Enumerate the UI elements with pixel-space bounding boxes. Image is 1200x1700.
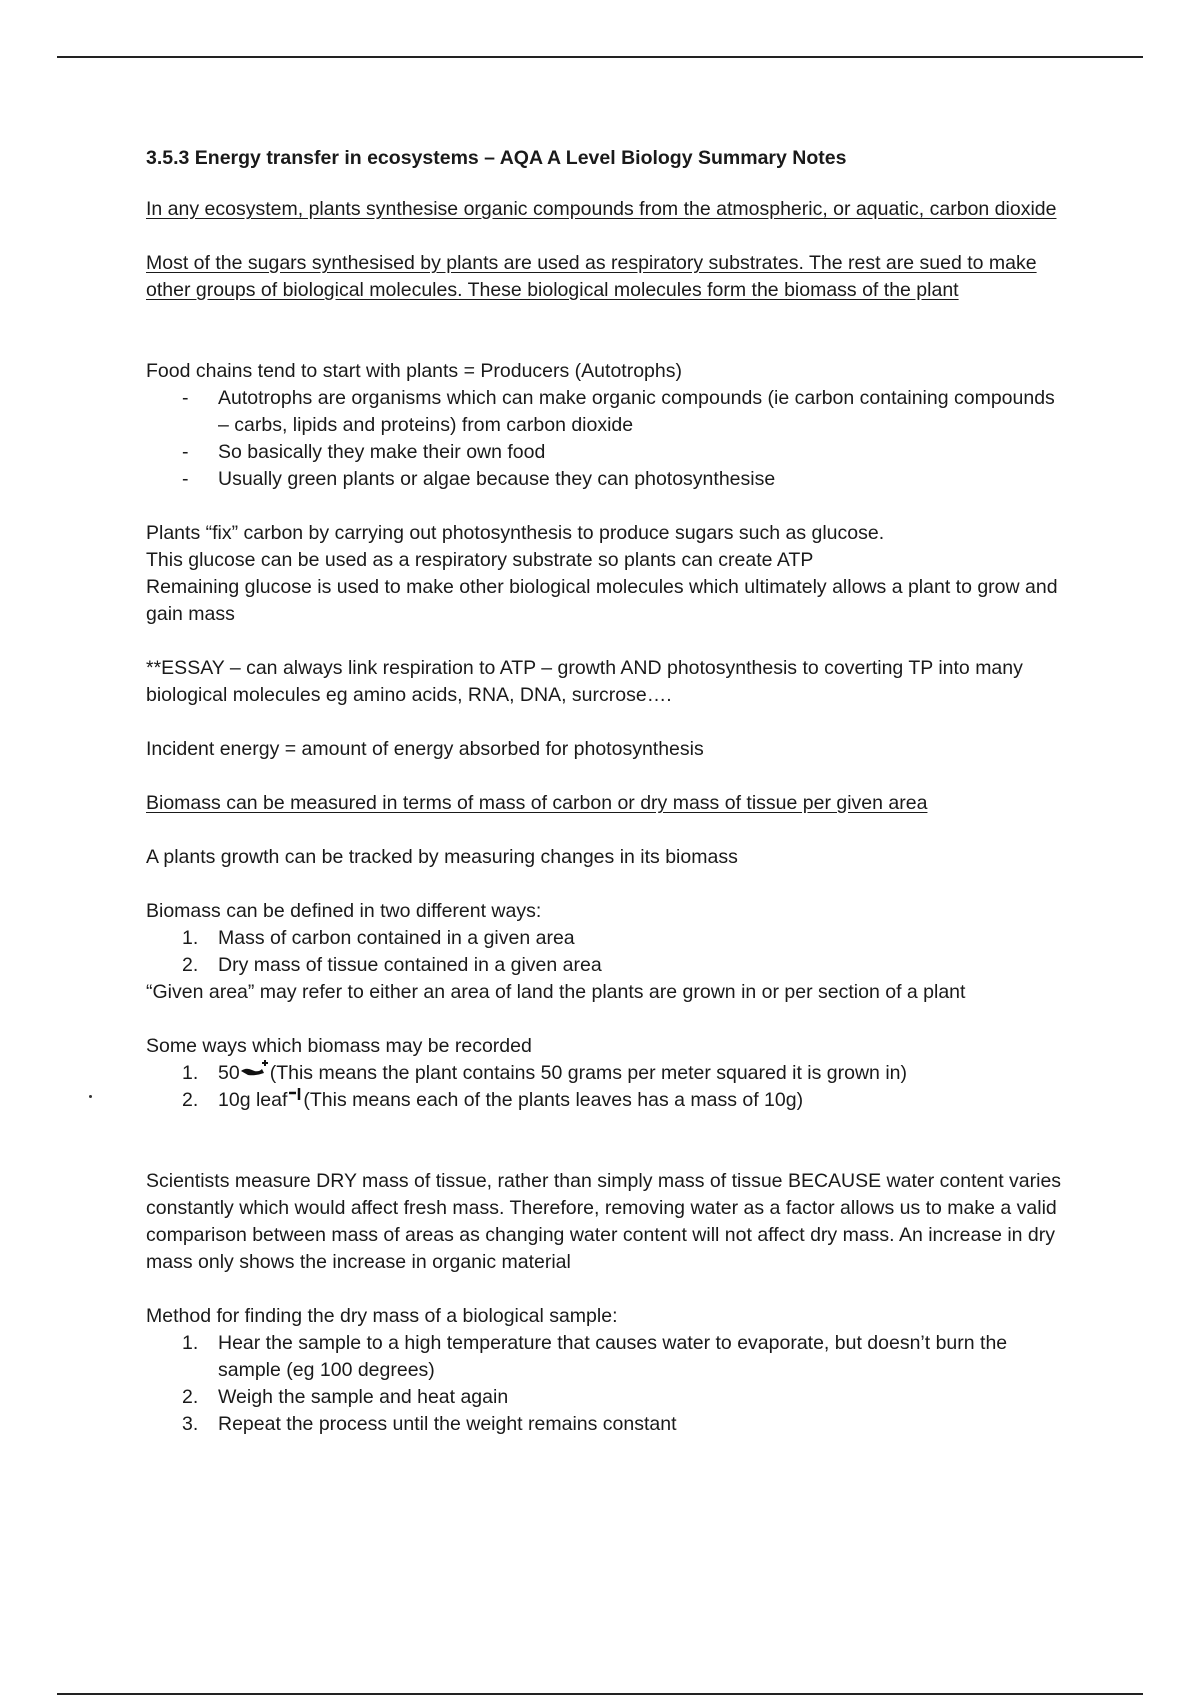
list-item: 1. Mass of carbon contained in a given area [182,927,575,949]
smudged-unit-mark [240,1065,270,1081]
list-item: - So basically they make their own food [218,439,1066,466]
biomass-recorded-list [146,1060,1066,1114]
list-item: 1. 50 (This means the plant contains 50 grams per meter squared it is grown in) [182,1062,907,1084]
biomass-defined-intro: Biomass can be defined in two different ways: [146,900,542,922]
top-rule [57,56,1143,58]
paragraph-organic-compounds: In any ecosystem, plants synthesise organic compounds from the atmospheric, or aquatic, carbon dioxide [146,198,1057,220]
superscript-minus-one-mark [287,1092,303,1108]
list-item: - Autotrophs are organisms which can make organic compounds (ie carbon containing compounds – carbs, lipids and proteins) from carbon dioxide [218,385,1066,439]
recorded-explanation: (This means the plant contains 50 grams per meter squared it is grown in) [269,1062,907,1084]
biomass-measured-statement: Biomass can be measured in terms of mass of carbon or dry mass of tissue per given area [146,792,928,814]
stray-mark [89,1095,92,1098]
document-body [146,145,1066,1438]
given-area-note: “Given area” may refer to either an area of land the plants are grown in or per section of a plant [146,981,966,1003]
fix-carbon-line: Plants “fix” carbon by carrying out photosynthesis to produce sugars such as glucose. [146,522,885,544]
remaining-glucose-line: Remaining glucose is used to make other biological molecules which ultimately allows a plant to grow and gain mass [146,576,1058,625]
list-item: 2. 10g leaf (This means each of the plants leaves has a mass of 10g) [182,1089,804,1111]
list-item: - Usually green plants or algae because they can photosynthesise [218,466,1066,493]
bottom-rule [57,1693,1143,1695]
growth-statement: A plants growth can be tracked by measuring changes in its biomass [146,846,738,868]
food-chains-intro: Food chains tend to start with plants = Producers (Autotrophs) [146,360,682,382]
recorded-value: 10g leaf [218,1089,288,1111]
list-item: 1. Hear the sample to a high temperature that causes water to evaporate, but doesn’t burn the sample (eg 100 degrees) [182,1332,1008,1381]
method-steps-list [146,1330,1066,1438]
list-item: 3. Repeat the process until the weight remains constant [182,1413,677,1435]
essay-note: **ESSAY – can always link respiration to ATP – growth AND photosynthesis to coverting TP into many biological molecules eg amino acids, RNA, DNA, surcrose…. [146,657,1023,706]
biomass-definitions-list [146,925,1066,979]
biomass-recorded-intro: Some ways which biomass may be recorded [146,1035,532,1057]
method-intro: Method for finding the dry mass of a biological sample: [146,1305,618,1327]
document-title: 3.5.3 Energy transfer in ecosystems – AQA A Level Biology Summary Notes [146,147,847,169]
dry-mass-explanation: Scientists measure DRY mass of tissue, rather than simply mass of tissue BECAUSE water content varies constantly which would affect fresh mass. Therefore, removing water as a factor allows us to make a valid comparison between mass of areas as changing water content will not affect dry mass. An increase in dry mass only shows the increase in organic material [146,1170,1062,1273]
autotroph-list [146,385,1066,493]
paragraph-sugars-biomass: Most of the sugars synthesised by plants are used as respiratory substrates. The rest are sued to make other groups of biological molecules. These biological molecules form the biomass of the plant [146,252,1037,301]
recorded-explanation: (This means each of the plants leaves has a mass of 10g) [303,1089,804,1111]
recorded-value: 50 [218,1062,240,1084]
list-item: 2. Dry mass of tissue contained in a given area [182,954,602,976]
glucose-atp-line: This glucose can be used as a respiratory substrate so plants can create ATP [146,549,814,571]
incident-energy-definition: Incident energy = amount of energy absorbed for photosynthesis [146,738,704,760]
list-item: 2. Weigh the sample and heat again [182,1386,509,1408]
